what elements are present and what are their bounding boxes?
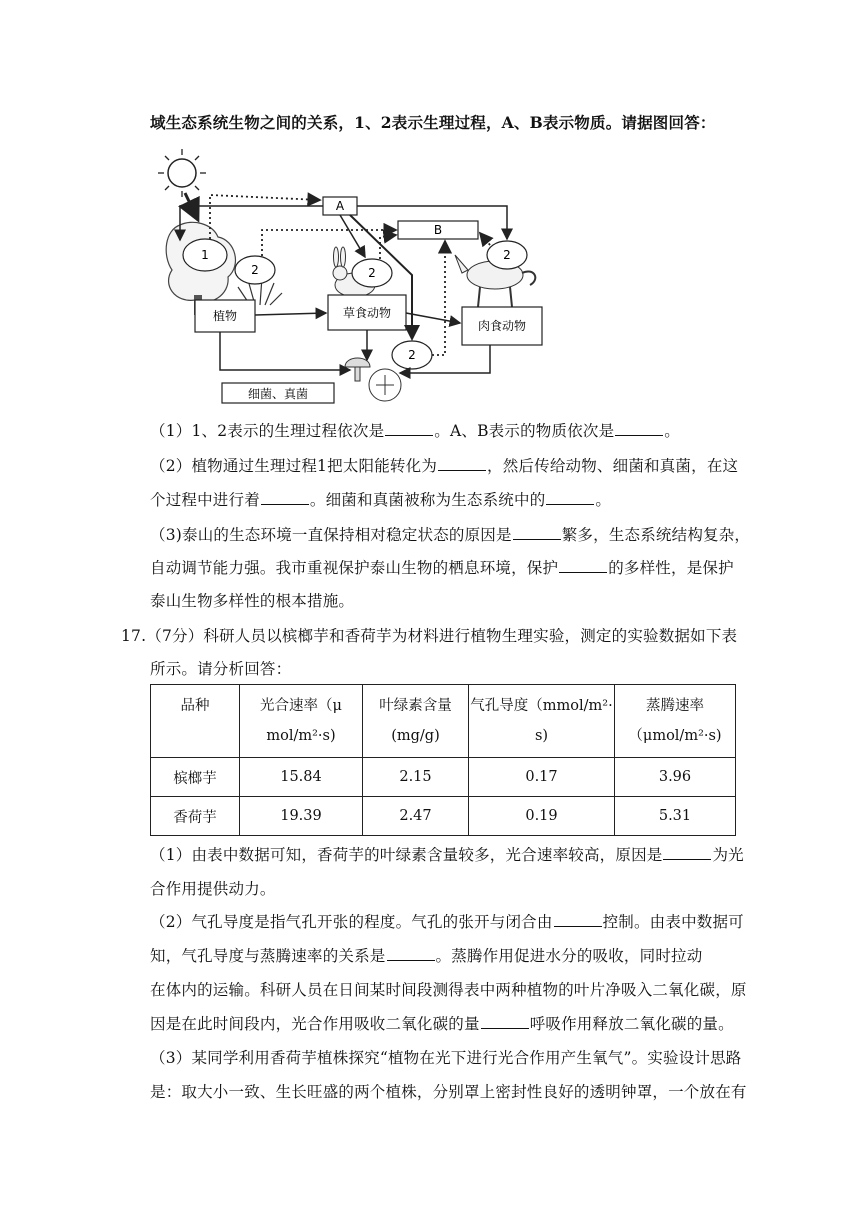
mushroom-icon — [345, 358, 401, 401]
answer-blank[interactable] — [559, 558, 607, 573]
q16-part1: （1）1、2表示的生理过程依次是 。A、B表示的物质依次是 。 — [150, 422, 680, 440]
answer-blank[interactable] — [615, 421, 663, 436]
sun-icon — [158, 149, 206, 197]
header-photosynthesis-rate: 光合速率（μ mol/m²·s) — [240, 685, 363, 758]
label-a: A — [335, 199, 345, 213]
answer-blank[interactable] — [481, 1014, 529, 1029]
answer-blank[interactable] — [385, 421, 433, 436]
decomposer-label: 细菌、真菌 — [247, 387, 309, 401]
process-2-label-decomposer: 2 — [408, 348, 416, 362]
q16-part3-line3: 泰山生物多样性的根本措施。 — [150, 592, 355, 610]
q17-part3-line1: （3）某同学利用香荷芋植株探究“植物在光下进行光合作用产生氧气”。实验设计思路 — [150, 1049, 742, 1067]
answer-blank[interactable] — [387, 946, 435, 961]
q16-part2-line1: （2）植物通过生理过程1把太阳能转化为 ，然后传给动物、细菌和真菌，在这 — [150, 457, 739, 475]
header-variety: 品种 — [151, 685, 240, 758]
q17-part2-line1: （2）气孔导度是指气孔开张的程度。气孔的张开与闭合由 控制。由表中数据可 — [150, 913, 744, 931]
process-1-label: 1 — [201, 248, 209, 262]
q17-stem-line2: 所示。请分析回答： — [150, 660, 292, 678]
table-row: 槟榔芋 15.84 2.15 0.17 3.96 — [151, 758, 736, 797]
process-2-label-plant: 2 — [251, 263, 259, 277]
ecosystem-diagram — [150, 145, 555, 410]
plant-label: 植物 — [212, 309, 238, 323]
header-transpiration-rate: 蒸腾速率 （μmol/m²·s) — [615, 685, 736, 758]
q17-part1-line1: （1）由表中数据可知，香荷芋的叶绿素含量较多，光合速率较高，原因是 为光 — [150, 846, 744, 864]
process-2-label-carnivore: 2 — [503, 248, 511, 262]
q16-part3-line2: 自动调节能力强。我市重视保护泰山生物的栖息环境，保护 的多样性，是保护 — [150, 559, 734, 577]
header-chlorophyll: 叶绿素含量 (mg/g) — [363, 685, 469, 758]
answer-blank[interactable] — [663, 845, 711, 860]
q17-part1-line2: 合作用提供动力。 — [150, 880, 276, 898]
intro-text: 域生态系统生物之间的关系，1、2表示生理过程，A、B表示物质。请据图回答： — [150, 113, 716, 132]
answer-blank[interactable] — [438, 456, 486, 471]
q16-part3-line1: （3)泰山的生态环境一直保持相对稳定状态的原因是 繁多，生态系统结构复杂， — [150, 526, 751, 544]
answer-blank[interactable] — [546, 490, 594, 505]
carnivore-label: 肉食动物 — [477, 319, 527, 333]
label-b: B — [433, 223, 443, 237]
answer-blank[interactable] — [513, 525, 561, 540]
table-row: 香荷芋 19.39 2.47 0.19 5.31 — [151, 797, 736, 836]
herbivore-label: 草食动物 — [342, 306, 392, 320]
header-stomatal-conductance: 气孔导度（mmol/m²· s) — [469, 685, 615, 758]
table-header-row — [151, 685, 736, 758]
q17-part2-line2: 知，气孔导度与蒸腾速率的关系是 。蒸腾作用促进水分的吸收，同时拉动 — [150, 947, 703, 965]
q17-part3-line2: 是：取大小一致、生长旺盛的两个植株，分别罩上密封性良好的透明钟罩，一个放在有 — [150, 1083, 747, 1101]
answer-blank[interactable] — [261, 490, 309, 505]
q17-stem-line1: 17.（7分）科研人员以槟榔芋和香荷芋为材料进行植物生理实验，测定的实验数据如下表 — [121, 627, 738, 645]
experiment-data-table — [150, 684, 736, 836]
q16-part2-line2: 个过程中进行着 。细菌和真菌被称为生态系统中的 。 — [150, 491, 612, 509]
answer-blank[interactable] — [554, 912, 602, 927]
process-2-label-herbivore: 2 — [368, 266, 376, 280]
q17-part2-line3: 在体内的运输。科研人员在日间某时间段测得表中两种植物的叶片净吸入二氧化碳，原 — [150, 981, 747, 999]
q17-part2-line4: 因是在此时间段内，光合作用吸收二氧化碳的量 呼吸作用释放二氧化碳的量。 — [150, 1015, 734, 1033]
